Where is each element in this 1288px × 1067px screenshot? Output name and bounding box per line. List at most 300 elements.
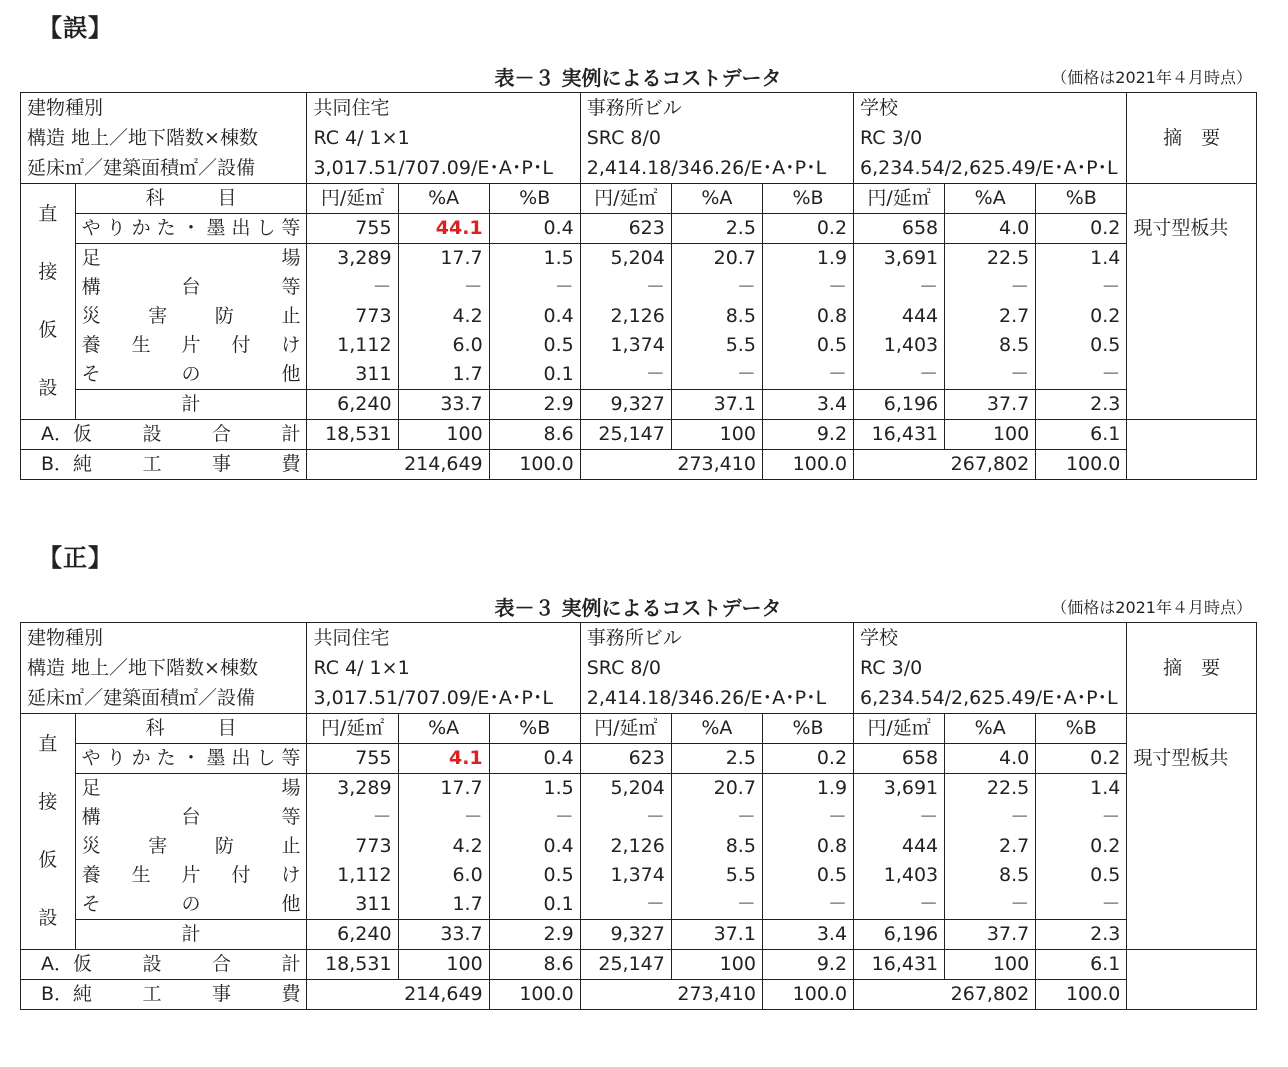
cell-value: － — [489, 273, 580, 302]
label-char: た — [156, 747, 176, 769]
label-char: ・ — [181, 217, 201, 239]
subject-char: 科 — [145, 187, 165, 209]
label-char: 片 — [181, 334, 201, 356]
table-title: 表－３ 実例によるコストデータ — [494, 596, 782, 620]
cell-value: 0.2 — [1036, 302, 1127, 331]
temporary-total-value: 8.6 — [489, 950, 580, 980]
row-label — [75, 774, 307, 804]
cell-value: 1,403 — [854, 331, 945, 360]
label-char: 場 — [281, 247, 301, 269]
label-char: 片 — [181, 864, 201, 886]
cell-value: 0.5 — [762, 861, 853, 890]
cell-value: 5.5 — [671, 331, 762, 360]
subtotal-value: 9,327 — [580, 920, 671, 950]
cell-value: 3,289 — [307, 774, 398, 804]
building-info: SRC 8/0 — [580, 123, 853, 153]
subject-char: 科 — [145, 717, 165, 739]
col-label: %A — [398, 714, 489, 744]
remark-cell — [1127, 244, 1257, 274]
remark-cell — [1127, 273, 1257, 302]
row-label — [75, 273, 307, 302]
subtotal-value: 3.4 — [762, 920, 853, 950]
side-char: 直 — [38, 733, 58, 755]
cell-value: 1.9 — [762, 774, 853, 804]
net-construction-cost: 267,802 — [854, 450, 1036, 480]
building-info: 共同住宅 — [307, 623, 580, 654]
label-char: 防 — [214, 305, 234, 327]
cell-value: 0.4 — [489, 832, 580, 861]
temporary-total-value: 18,531 — [307, 420, 398, 450]
subtotal-value: 6,240 — [307, 920, 398, 950]
cell-value: － — [307, 273, 398, 302]
temporary-total-value: 18,531 — [307, 950, 398, 980]
highlight-value: 44.1 — [398, 214, 489, 244]
label-char: り — [106, 217, 126, 239]
label-char: 台 — [181, 276, 201, 298]
subtotal-value: 6,196 — [854, 390, 945, 420]
cell-value: － — [762, 803, 853, 832]
label-char: 墨 — [206, 217, 226, 239]
net-construction-label — [21, 450, 307, 480]
label-char: 生 — [131, 864, 151, 886]
cell-value: － — [1036, 890, 1127, 920]
cell-value: 0.8 — [762, 832, 853, 861]
cell-value: 3,691 — [854, 244, 945, 274]
col-label: %A — [671, 714, 762, 744]
subtotal-value: 9,327 — [580, 390, 671, 420]
subject-char: 目 — [217, 187, 237, 209]
cell-value: － — [671, 273, 762, 302]
section-label-correct: 【正】 — [38, 544, 113, 572]
cell-value: 623 — [580, 744, 671, 774]
label-char: 工 — [142, 983, 162, 1005]
remark-cell — [1127, 774, 1257, 804]
label-char: A．仮 — [41, 423, 92, 445]
cell-value: 1.9 — [762, 244, 853, 274]
temporary-total-value: 16,431 — [854, 420, 945, 450]
cell-value: 0.4 — [489, 214, 580, 244]
remarks-header: 摘 要 — [1127, 623, 1257, 714]
cell-value: 1.7 — [398, 890, 489, 920]
col-label: 円/延㎡ — [854, 714, 945, 744]
building-info: 学校 — [854, 93, 1127, 124]
cell-value: 0.2 — [762, 214, 853, 244]
label-char: 台 — [181, 806, 201, 828]
cell-value: 20.7 — [671, 244, 762, 274]
cell-value: 4.0 — [945, 214, 1036, 244]
label-char: 計 — [281, 953, 301, 975]
cell-value: 22.5 — [945, 774, 1036, 804]
cell-value: － — [854, 360, 945, 390]
label-char: 養 — [81, 864, 101, 886]
label-char: 他 — [281, 893, 301, 915]
label-char: 合 — [211, 953, 231, 975]
net-construction-percent: 100.0 — [762, 980, 853, 1010]
net-construction-cost: 273,410 — [580, 980, 762, 1010]
header-row-label: 建物種別 — [21, 93, 307, 124]
label-char: 止 — [281, 835, 301, 857]
label-char: そ — [81, 893, 101, 915]
label-char: 災 — [81, 305, 101, 327]
subtotal-value: 6,240 — [307, 390, 398, 420]
label-char: 場 — [281, 777, 301, 799]
cell-value: 0.5 — [489, 861, 580, 890]
cell-value: 8.5 — [671, 832, 762, 861]
cell-value: 0.4 — [489, 744, 580, 774]
subject-char: 目 — [217, 717, 237, 739]
direct-temporary-label — [21, 184, 76, 420]
cell-value: － — [945, 360, 1036, 390]
temporary-total-value: 100 — [945, 420, 1036, 450]
remark-cell — [1127, 980, 1257, 1010]
net-construction-percent: 100.0 — [762, 450, 853, 480]
cell-value: － — [854, 803, 945, 832]
cell-value: 2.7 — [945, 302, 1036, 331]
subtotal-value: 37.1 — [671, 390, 762, 420]
cell-value: 2.5 — [671, 744, 762, 774]
cell-value: 4.2 — [398, 302, 489, 331]
row-label — [75, 302, 307, 331]
cell-value: 0.2 — [1036, 832, 1127, 861]
label-char: 出 — [231, 747, 251, 769]
label-char: 付 — [231, 334, 251, 356]
cell-value: － — [580, 890, 671, 920]
cell-value: 6.0 — [398, 331, 489, 360]
cell-value: 0.5 — [1036, 331, 1127, 360]
cell-value: 444 — [854, 832, 945, 861]
label-char: 等 — [281, 217, 301, 239]
temporary-total-label — [21, 950, 307, 980]
cell-value: 1.5 — [489, 244, 580, 274]
subtotal-value: 33.7 — [398, 390, 489, 420]
building-info: 2,414.18/346.26/E･A･P･L — [580, 153, 853, 184]
label-char: 足 — [81, 247, 101, 269]
label-char: し — [256, 217, 276, 239]
cost-table — [20, 622, 1257, 1010]
building-info: RC 4/ 1×1 — [307, 653, 580, 683]
label-char: 事 — [211, 983, 231, 1005]
cell-value: 1,374 — [580, 331, 671, 360]
temporary-total-value: 9.2 — [762, 420, 853, 450]
cell-value: 0.4 — [489, 302, 580, 331]
label-char: 合 — [211, 423, 231, 445]
label-char: 費 — [281, 453, 301, 475]
cell-value: 3,289 — [307, 244, 398, 274]
label-char: 害 — [148, 305, 168, 327]
cell-value: 658 — [854, 744, 945, 774]
remark-cell — [1127, 714, 1257, 744]
remark-cell: 現寸型板共 — [1127, 744, 1257, 774]
cell-value: － — [762, 273, 853, 302]
temporary-total-value: 8.6 — [489, 420, 580, 450]
cell-value: 2,126 — [580, 832, 671, 861]
cell-value: － — [945, 803, 1036, 832]
remark-cell — [1127, 450, 1257, 480]
building-info: 学校 — [854, 623, 1127, 654]
subtotal-value: 37.7 — [945, 390, 1036, 420]
table-caption — [20, 60, 1256, 90]
label-char: 設 — [142, 953, 162, 975]
cell-value: － — [1036, 360, 1127, 390]
label-char: 計 — [281, 423, 301, 445]
subtotal-label: 計 — [75, 920, 307, 950]
cell-value: 1,403 — [854, 861, 945, 890]
cell-value: 773 — [307, 832, 398, 861]
cell-value: － — [580, 360, 671, 390]
label-char: の — [181, 893, 201, 915]
cell-value: 17.7 — [398, 244, 489, 274]
building-info: 共同住宅 — [307, 93, 580, 124]
cell-value: － — [1036, 273, 1127, 302]
price-date-note: （価格は2021年４月時点） — [1051, 598, 1252, 617]
net-construction-percent: 100.0 — [489, 450, 580, 480]
side-char: 設 — [38, 907, 58, 929]
col-label: %B — [489, 184, 580, 214]
cell-value: 0.5 — [762, 331, 853, 360]
col-label: %A — [945, 184, 1036, 214]
label-char: 構 — [81, 806, 101, 828]
temporary-total-value: 9.2 — [762, 950, 853, 980]
cell-value: 8.5 — [945, 861, 1036, 890]
cell-value: 444 — [854, 302, 945, 331]
cell-value: － — [671, 360, 762, 390]
remark-cell — [1127, 390, 1257, 420]
side-char: 直 — [38, 203, 58, 225]
remark-cell — [1127, 360, 1257, 390]
cell-value: 1.4 — [1036, 774, 1127, 804]
label-char: 出 — [231, 217, 251, 239]
cell-value: － — [398, 273, 489, 302]
col-label: %A — [398, 184, 489, 214]
subtotal-value: 33.7 — [398, 920, 489, 950]
building-info: 事務所ビル — [580, 623, 853, 654]
cell-value: 1,112 — [307, 861, 398, 890]
cell-value: 2,126 — [580, 302, 671, 331]
row-label — [75, 360, 307, 390]
label-char: 防 — [214, 835, 234, 857]
cell-value: 3,691 — [854, 774, 945, 804]
label-char: や — [81, 217, 101, 239]
cell-value: 755 — [307, 744, 398, 774]
cell-value: 8.5 — [945, 331, 1036, 360]
col-label: 円/延㎡ — [307, 714, 398, 744]
label-char: 足 — [81, 777, 101, 799]
subtotal-label: 計 — [75, 390, 307, 420]
row-label — [75, 861, 307, 890]
cell-value: － — [762, 890, 853, 920]
cell-value: － — [854, 890, 945, 920]
cell-value: 311 — [307, 360, 398, 390]
subject-header — [75, 184, 307, 214]
cost-table — [20, 92, 1257, 480]
net-construction-cost: 267,802 — [854, 980, 1036, 1010]
cell-value: 1,374 — [580, 861, 671, 890]
label-char: け — [281, 864, 301, 886]
temporary-total-value: 6.1 — [1036, 420, 1127, 450]
col-label: %B — [489, 714, 580, 744]
label-char: ・ — [181, 747, 201, 769]
remark-cell — [1127, 803, 1257, 832]
label-char: り — [106, 747, 126, 769]
cell-value: － — [671, 803, 762, 832]
subtotal-value: 2.9 — [489, 920, 580, 950]
cell-value: － — [307, 803, 398, 832]
building-info: 6,234.54/2,625.49/E･A･P･L — [854, 683, 1127, 714]
temporary-total-value: 100 — [398, 950, 489, 980]
building-info: 6,234.54/2,625.49/E･A･P･L — [854, 153, 1127, 184]
side-char: 設 — [38, 377, 58, 399]
building-info: 3,017.51/707.09/E･A･P･L — [307, 153, 580, 184]
label-char: 構 — [81, 276, 101, 298]
subtotal-value: 37.7 — [945, 920, 1036, 950]
building-info: 2,414.18/346.26/E･A･P･L — [580, 683, 853, 714]
cell-value: 1,112 — [307, 331, 398, 360]
cell-value: 755 — [307, 214, 398, 244]
cell-value: － — [671, 890, 762, 920]
label-char: 等 — [281, 806, 301, 828]
cell-value: 4.2 — [398, 832, 489, 861]
label-char: し — [256, 747, 276, 769]
label-char: た — [156, 217, 176, 239]
remark-cell — [1127, 890, 1257, 920]
net-construction-cost: 273,410 — [580, 450, 762, 480]
cell-value: 5,204 — [580, 244, 671, 274]
table-title: 表－３ 実例によるコストデータ — [494, 66, 782, 90]
col-label: 円/延㎡ — [580, 184, 671, 214]
cell-value: 0.1 — [489, 360, 580, 390]
price-date-note: （価格は2021年４月時点） — [1051, 68, 1252, 87]
cell-value: 311 — [307, 890, 398, 920]
cell-value: 0.5 — [1036, 861, 1127, 890]
row-label — [75, 832, 307, 861]
remark-cell: 現寸型板共 — [1127, 214, 1257, 244]
col-label: %B — [762, 714, 853, 744]
cell-value: 2.5 — [671, 214, 762, 244]
remark-cell — [1127, 331, 1257, 360]
col-label: 円/延㎡ — [854, 184, 945, 214]
label-char: 等 — [281, 747, 301, 769]
header-row-label: 建物種別 — [21, 623, 307, 654]
temporary-total-value: 100 — [398, 420, 489, 450]
subtotal-value: 2.9 — [489, 390, 580, 420]
cell-value: 1.7 — [398, 360, 489, 390]
cell-value: 0.2 — [762, 744, 853, 774]
cell-value: 623 — [580, 214, 671, 244]
building-info: 事務所ビル — [580, 93, 853, 124]
highlight-value: 4.1 — [398, 744, 489, 774]
label-char: 生 — [131, 334, 151, 356]
building-info: RC 4/ 1×1 — [307, 123, 580, 153]
row-label — [75, 244, 307, 274]
label-char: 設 — [142, 423, 162, 445]
building-info: SRC 8/0 — [580, 653, 853, 683]
subtotal-value: 2.3 — [1036, 390, 1127, 420]
cell-value: 1.4 — [1036, 244, 1127, 274]
label-char: 害 — [148, 835, 168, 857]
col-label: %A — [945, 714, 1036, 744]
subject-header — [75, 714, 307, 744]
net-construction-percent: 100.0 — [1036, 450, 1127, 480]
cell-value: 5,204 — [580, 774, 671, 804]
cell-value: 4.0 — [945, 744, 1036, 774]
header-row-label: 延床㎡／建築面積㎡／設備 — [21, 683, 307, 714]
label-char: け — [281, 334, 301, 356]
label-char: 他 — [281, 363, 301, 385]
temporary-total-value: 25,147 — [580, 950, 671, 980]
col-label: 円/延㎡ — [580, 714, 671, 744]
label-char: 費 — [281, 983, 301, 1005]
label-char: の — [181, 363, 201, 385]
row-label — [75, 214, 307, 244]
net-construction-cost: 214,649 — [307, 980, 489, 1010]
row-label — [75, 331, 307, 360]
net-construction-cost: 214,649 — [307, 450, 489, 480]
cell-value: 8.5 — [671, 302, 762, 331]
cell-value: 1.5 — [489, 774, 580, 804]
cell-value: 0.8 — [762, 302, 853, 331]
cell-value: － — [489, 803, 580, 832]
label-char: 事 — [211, 453, 231, 475]
remark-cell — [1127, 184, 1257, 214]
label-char: や — [81, 747, 101, 769]
net-construction-percent: 100.0 — [489, 980, 580, 1010]
label-char: 墨 — [206, 747, 226, 769]
label-char: そ — [81, 363, 101, 385]
cell-value: 22.5 — [945, 244, 1036, 274]
label-char: か — [131, 217, 151, 239]
label-char: B．純 — [41, 453, 93, 475]
label-char: 等 — [281, 276, 301, 298]
col-label: %A — [671, 184, 762, 214]
cell-value: － — [854, 273, 945, 302]
remark-cell — [1127, 950, 1257, 980]
cell-value: 0.2 — [1036, 214, 1127, 244]
building-info: 3,017.51/707.09/E･A･P･L — [307, 683, 580, 714]
row-label — [75, 744, 307, 774]
temporary-total-value: 100 — [945, 950, 1036, 980]
col-label: %B — [1036, 714, 1127, 744]
cell-value: 0.1 — [489, 890, 580, 920]
building-info: RC 3/0 — [854, 123, 1127, 153]
col-label: %B — [762, 184, 853, 214]
temporary-total-value: 25,147 — [580, 420, 671, 450]
subtotal-value: 3.4 — [762, 390, 853, 420]
label-char: 工 — [142, 453, 162, 475]
cell-value: 17.7 — [398, 774, 489, 804]
section-label-wrong: 【誤】 — [38, 14, 113, 42]
cell-value: 658 — [854, 214, 945, 244]
side-char: 接 — [38, 261, 58, 283]
cell-value: － — [1036, 803, 1127, 832]
subtotal-value: 6,196 — [854, 920, 945, 950]
temporary-total-value: 100 — [671, 420, 762, 450]
cell-value: 20.7 — [671, 774, 762, 804]
label-char: A．仮 — [41, 953, 92, 975]
label-char: 付 — [231, 864, 251, 886]
temporary-total-label — [21, 420, 307, 450]
remark-cell — [1127, 302, 1257, 331]
cell-value: － — [762, 360, 853, 390]
cell-value: － — [580, 273, 671, 302]
cell-value: 2.7 — [945, 832, 1036, 861]
label-char: か — [131, 747, 151, 769]
header-row-label: 構造 地上／地下階数×棟数 — [21, 123, 307, 153]
remarks-header: 摘 要 — [1127, 93, 1257, 184]
label-char: 養 — [81, 334, 101, 356]
net-construction-percent: 100.0 — [1036, 980, 1127, 1010]
label-char: B．純 — [41, 983, 93, 1005]
remark-cell — [1127, 920, 1257, 950]
